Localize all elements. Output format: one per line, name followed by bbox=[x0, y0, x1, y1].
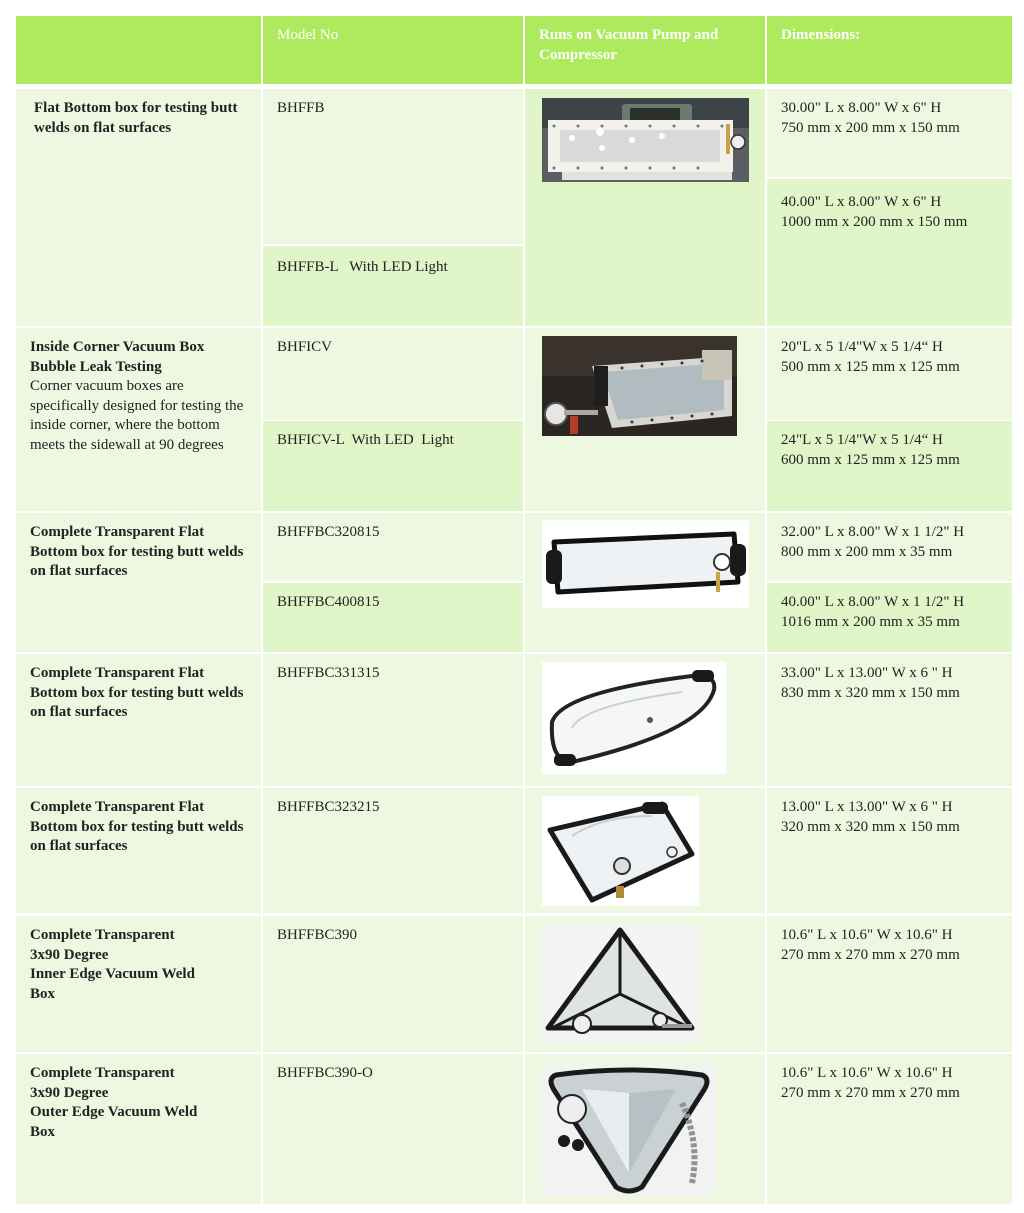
header-cell-runs-on: Runs on Vacuum Pump and Compressor bbox=[525, 16, 765, 84]
row-7-dim: 10.6" L x 10.6" W x 10.6" H 270 mm x 270 mm x 270 mm bbox=[767, 1054, 1012, 1204]
row-1-dim-1: 30.00" L x 8.00" W x 6" H 750 mm x 200 mm x 150 mm bbox=[767, 89, 1012, 177]
row-2-model-2: BHFICV-L With LED Light bbox=[263, 421, 523, 511]
row-3-description: Complete Transparent Flat Bottom box for testing butt welds on flat surfaces bbox=[16, 513, 261, 652]
photo-transparent-box-long bbox=[542, 520, 749, 608]
row-6-description: Complete Transparent 3x90 Degree Inner Edge Vacuum Weld Box bbox=[16, 916, 261, 1052]
photo-inner-edge-box bbox=[542, 924, 699, 1044]
row-2-model-1: BHFICV bbox=[263, 328, 523, 420]
header-cell-description bbox=[16, 16, 261, 84]
row-7-model: BHFFBC390-O bbox=[263, 1054, 523, 1204]
row-5-model: BHFFBC323215 bbox=[263, 788, 523, 913]
row-2-dim-1: 20"L x 5 1/4"W x 5 1/4“ H 500 mm x 125 mm x 125 mm bbox=[767, 328, 1012, 420]
row-3-dim-2: 40.00" L x 8.00" W x 1 1/2" H 1016 mm x 200 mm x 35 mm bbox=[767, 583, 1012, 652]
row-5-description: Complete Transparent Flat Bottom box for testing butt welds on flat surfaces bbox=[16, 788, 261, 913]
row-1-dim-2: 40.00" L x 8.00" W x 6" H 1000 mm x 200 mm x 150 mm bbox=[767, 179, 1012, 326]
row-1-model-2: BHFFB-L With LED Light bbox=[263, 246, 523, 326]
row-4-model: BHFFBC331315 bbox=[263, 654, 523, 786]
row-3-model-1: BHFFBC320815 bbox=[263, 513, 523, 581]
row-4-dim: 33.00" L x 13.00" W x 6 " H 830 mm x 320 mm x 150 mm bbox=[767, 654, 1012, 786]
photo-transparent-square-box bbox=[542, 796, 699, 906]
row-6-model: BHFFBC390 bbox=[263, 916, 523, 1052]
header-cell-dimensions: Dimensions: bbox=[767, 16, 1012, 84]
photo-flat-bottom-box bbox=[542, 98, 749, 182]
row-2-description: Inside Corner Vacuum Box Bubble Leak Testing Corner vacuum boxes are specifically designed for testing the inside corner, where the bottom meets the sidewall at 90 degrees bbox=[16, 328, 261, 511]
row-6-dim: 10.6" L x 10.6" W x 10.6" H 270 mm x 270 mm x 270 mm bbox=[767, 916, 1012, 1052]
row-4-description: Complete Transparent Flat Bottom box for testing butt welds on flat surfaces bbox=[16, 654, 261, 786]
row-2-dim-2: 24"L x 5 1/4"W x 5 1/4“ H 600 mm x 125 mm x 125 mm bbox=[767, 421, 1012, 511]
row-7-description: Complete Transparent 3x90 Degree Outer Edge Vacuum Weld Box bbox=[16, 1054, 261, 1204]
header-cell-model-no: Model No bbox=[263, 16, 523, 84]
photo-outer-edge-box bbox=[542, 1063, 716, 1196]
row-1-model-1: BHFFB bbox=[263, 89, 523, 244]
row-1-description: Flat Bottom box for testing butt welds on flat surfaces bbox=[16, 89, 261, 326]
row-3-model-2: BHFFBC400815 bbox=[263, 583, 523, 652]
row-5-dim: 13.00" L x 13.00" W x 6 " H 320 mm x 320 mm x 150 mm bbox=[767, 788, 1012, 913]
photo-transparent-curved-box bbox=[542, 662, 726, 774]
photo-inside-corner-box bbox=[542, 336, 737, 436]
row-3-dim-1: 32.00" L x 8.00" W x 1 1/2" H 800 mm x 200 mm x 35 mm bbox=[767, 513, 1012, 581]
